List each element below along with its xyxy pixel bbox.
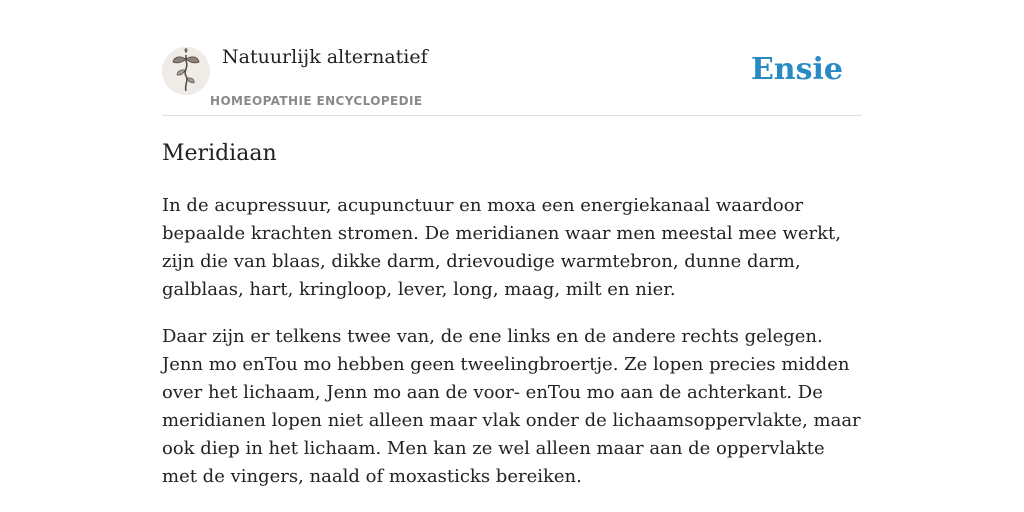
definition-paragraph-1: In de acupressuur, acupunctuur en moxa een energiekanaal waardoor bepaalde krachten stromen. De meridianen waar men meestal mee werkt, zijn die van blaas, dikke darm, drievoudige warmtebron, dunne darm, galblaas, hart, kringloop, lever, long, maag, milt en nier. <box>162 195 841 300</box>
site-subtitle: HOMEOPATHIE ENCYCLOPEDIE <box>210 94 423 108</box>
site-title[interactable]: Natuurlijk alternatief <box>222 46 428 68</box>
definition-paragraph-2: Daar zijn er telkens twee van, de ene links en de andere rechts gelegen. Jenn mo enTou mo hebben geen tweelingbroertje. Ze lopen precies midden over het lichaam, Jenn mo aan de voor- enTou mo aan de achterkant. De meridianen lopen niet alleen maar vlak onder de lichaamsoppervlakte, maar ook diep in het lichaam. Men kan ze wel alleen maar aan de oppervlakte met de vingers, naald of moxasticks bereiken. <box>162 326 861 487</box>
herb-plant-icon[interactable] <box>162 47 210 95</box>
site-header <box>162 40 862 116</box>
page-title: Meridiaan <box>162 141 277 166</box>
article-content <box>162 138 862 491</box>
ensie-brand-link[interactable]: Ensie <box>750 52 843 87</box>
